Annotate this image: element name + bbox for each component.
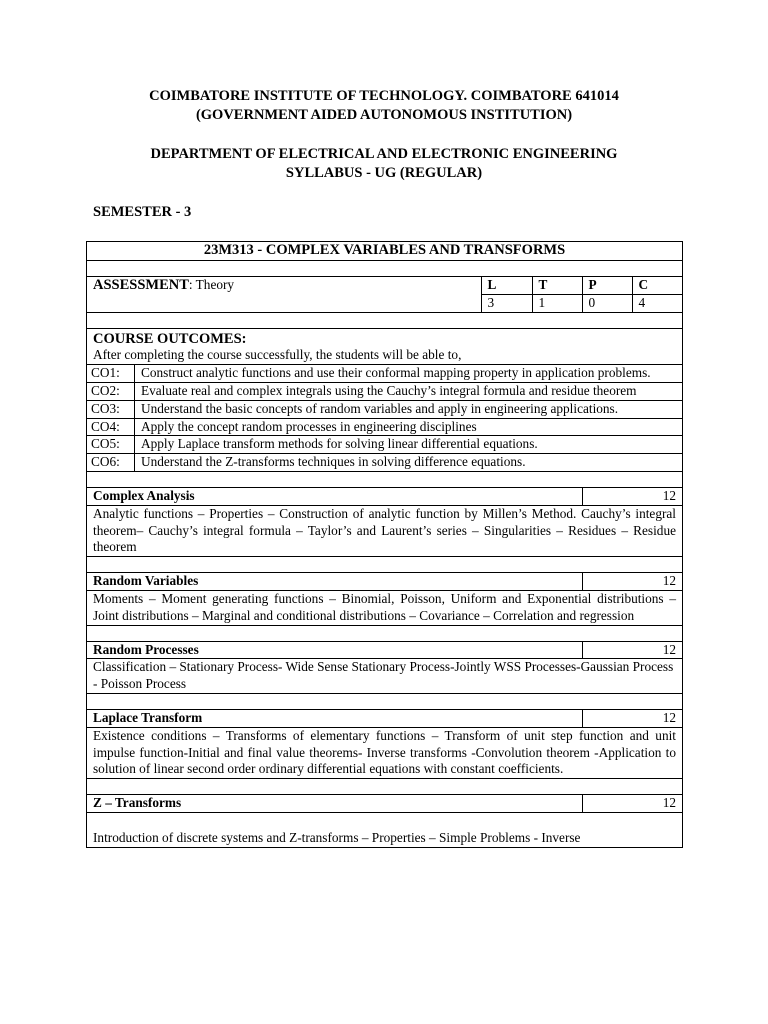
outcome-text: Construct analytic functions and use their conformal mapping property in application problems. [135,365,683,383]
ltpc-value-p: 0 [582,294,632,311]
ltpc-value-l: 3 [481,294,532,311]
ltpc-header-p: P [582,277,632,294]
unit-content: Existence conditions – Transforms of elementary functions – Transform of unit step function and unit impulse function-Initial and final value theorems- Inverse transforms -Convolution theorem -Application to solution of linear second order ordinary differential equations with constant coefficients. [87,727,683,778]
unit-hours: 12 [583,709,683,727]
unit-content: Moments – Moment generating functions – Binomial, Poisson, Uniform and Exponential distributions – Joint distributions – Marginal and conditional distributions – Covariance – Correlation and regression [87,590,683,625]
spacer-row [87,312,683,328]
unit-title: Z – Transforms [87,795,583,813]
outcomes-intro: After completing the course successfully, the students will be able to, [93,347,462,363]
unit-header-row [87,573,683,591]
ltpc-header-c: C [632,277,683,294]
unit-title: Laplace Transform [87,709,583,727]
outcome-text: Apply Laplace transform methods for solving linear differential equations. [135,436,683,454]
outcome-row [87,365,683,383]
unit-content: Introduction of discrete systems and Z-transforms – Properties – Simple Problems - Inverse [87,812,683,847]
spacer-row [87,557,683,573]
unit-hours: 12 [583,795,683,813]
unit-content-row [87,590,683,625]
unit-title: Complex Analysis [87,487,583,505]
syllabus-type: SYLLABUS - UG (REGULAR) [285,165,483,181]
outcome-text: Apply the concept random processes in engineering disciplines [135,418,683,436]
unit-hours: 12 [583,641,683,659]
unit-content-row [87,812,683,847]
spacer-row [87,261,683,277]
assessment-label: ASSESSMENT [93,277,189,293]
outcome-row [87,382,683,400]
outcome-row [87,454,683,472]
outcomes-heading-row [87,328,683,365]
unit-content: Analytic functions – Properties – Construction of analytic function by Millen’s Method. Cauchy’s integral theorem– Cauchy’s integral formula – Taylor’s and Laurent’s series – Singularities – Residues – Residue theorem [87,505,683,556]
semester-label: SEMESTER - 3 [93,204,192,220]
outcome-code: CO4: [87,418,135,436]
unit-content-row [87,505,683,556]
institute-status: (GOVERNMENT AIDED AUTONOMOUS INSTITUTION) [195,107,573,123]
unit-content-row [87,727,683,778]
unit-header-row [87,487,683,505]
unit-header-row [87,795,683,813]
assessment-value: : Theory [188,277,235,292]
outcome-text: Understand the basic concepts of random variables and apply in engineering applications. [135,400,683,418]
spacer-row [87,693,683,709]
outcomes-heading: COURSE OUTCOMES: [93,330,247,347]
syllabus-table [86,241,683,848]
unit-content: Classification – Stationary Process- Wide Sense Stationary Process-Jointly WSS Processes-Gaussian Process - Poisson Process [87,659,683,694]
unit-title: Random Variables [87,573,583,591]
outcome-code: CO2: [87,382,135,400]
ltpc-table [87,277,683,312]
department-name: DEPARTMENT OF ELECTRICAL AND ELECTRONIC ENGINEERING [150,146,618,162]
outcome-row [87,418,683,436]
unit-content-row [87,659,683,694]
course-title-row [87,242,683,261]
ltpc-header-t: T [532,277,582,294]
outcome-code: CO5: [87,436,135,454]
unit-header-row [87,641,683,659]
unit-hours: 12 [583,573,683,591]
outcome-text: Evaluate real and complex integrals using the Cauchy’s integral formula and residue theorem [135,382,683,400]
outcome-text: Understand the Z-transforms techniques in solving difference equations. [135,454,683,472]
outcome-code: CO6: [87,454,135,472]
outcome-code: CO3: [87,400,135,418]
institute-name: COIMBATORE INSTITUTE OF TECHNOLOGY. COIMBATORE 641014 [149,88,619,104]
ltpc-value-c: 4 [632,294,683,311]
outcome-row [87,436,683,454]
unit-title: Random Processes [87,641,583,659]
ltpc-value-t: 1 [532,294,582,311]
assessment-cell [87,277,481,312]
outcome-code: CO1: [87,365,135,383]
assessment-row [87,277,683,313]
outcome-row [87,400,683,418]
spacer-row [87,625,683,641]
ltpc-header-l: L [481,277,532,294]
spacer-row [87,779,683,795]
course-title: 23M313 - COMPLEX VARIABLES AND TRANSFORMS [87,242,683,261]
unit-hours: 12 [583,487,683,505]
spacer-row [87,471,683,487]
unit-header-row [87,709,683,727]
